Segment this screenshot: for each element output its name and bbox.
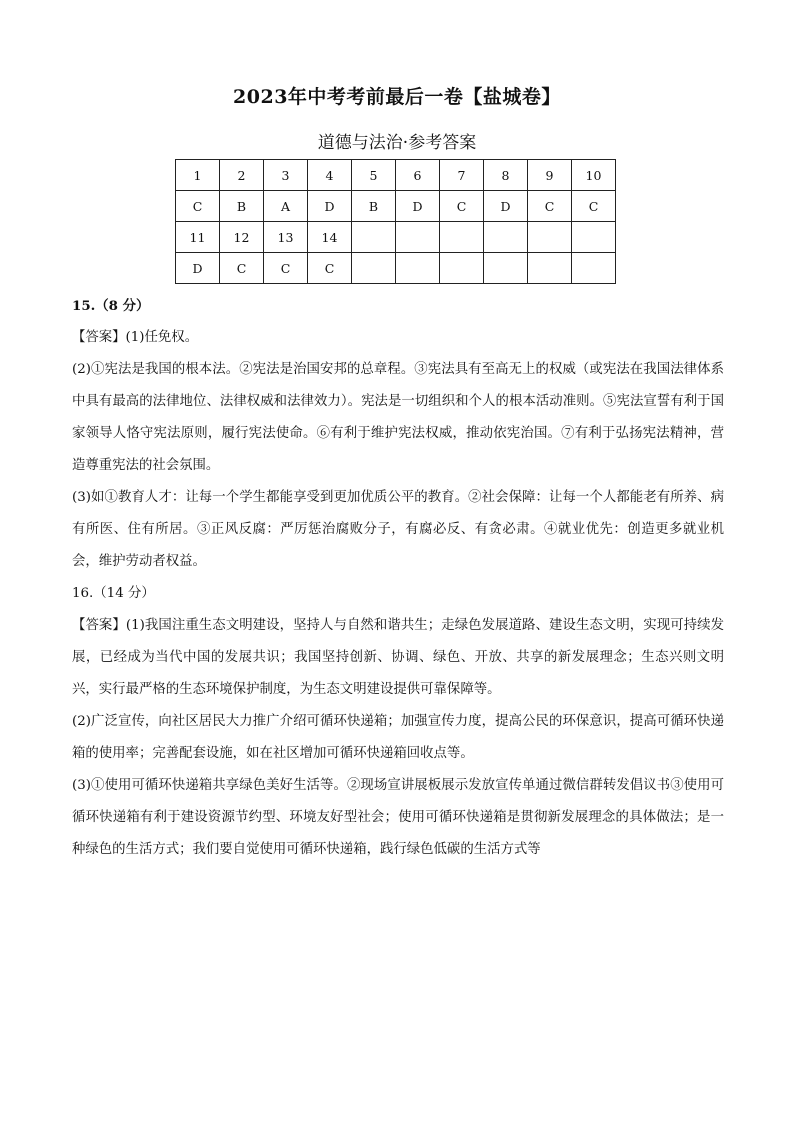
table-cell: 8 bbox=[484, 160, 528, 191]
table-row bbox=[176, 253, 616, 284]
table-cell: B bbox=[352, 191, 396, 222]
table-cell bbox=[528, 253, 572, 284]
table-cell: 11 bbox=[176, 222, 220, 253]
table-cell: C bbox=[528, 191, 572, 222]
table-cell: 10 bbox=[572, 160, 616, 191]
table-cell: D bbox=[484, 191, 528, 222]
table-cell: 5 bbox=[352, 160, 396, 191]
answer-paragraph: (2)广泛宣传，向社区居民大力推广介绍可循环快递箱；加强宣传力度，提高公民的环保意识，提高可循环快递箱的使用率；完善配套设施，如在社区增加可循环快递箱回收点等。 bbox=[72, 714, 724, 761]
table-cell bbox=[572, 253, 616, 284]
table-cell bbox=[440, 253, 484, 284]
table-cell: C bbox=[176, 191, 220, 222]
answer-paragraph: (2)①宪法是我国的根本法。②宪法是治国安邦的总章程。③宪法具有至高无上的权威（或宪法在我国法律体系中具有最高的法律地位、法律权威和法律效力）。宪法是一切组织和个人的根本活动准则。⑤宪法宣誓有利于国家领导人恪守宪法原则，履行宪法使命。⑥有利于维护宪法权威，推动依宪治国。⑦有利于弘扬宪法精神，营造尊重宪法的社会氛围。 bbox=[72, 362, 724, 473]
question-heading: 15.（8 分） bbox=[72, 298, 150, 314]
table-cell bbox=[528, 222, 572, 253]
table-cell: C bbox=[572, 191, 616, 222]
answer-paragraph: 【答案】(1)任免权。 bbox=[72, 330, 199, 345]
table-cell: C bbox=[220, 253, 264, 284]
table-cell: 7 bbox=[440, 160, 484, 191]
table-cell bbox=[484, 253, 528, 284]
table-cell bbox=[352, 222, 396, 253]
table-cell: C bbox=[308, 253, 352, 284]
table-cell bbox=[396, 222, 440, 253]
table-cell: C bbox=[264, 253, 308, 284]
answer-paragraph: (3)①使用可循环快递箱共享绿色美好生活等。②现场宣讲展板展示发放宣传单通过微信群转发倡议书③使用可循环快递箱有利于建设资源节约型、环境友好型社会；使用可循环快递箱是贯彻新发展理念的具体做法；是一种绿色的生活方式；我们要自觉使用可循环快递箱，践行绿色低碳的生活方式等 bbox=[72, 778, 724, 857]
page-title: 2023年中考考前最后一卷【盐城卷】 bbox=[233, 86, 561, 108]
table-cell bbox=[484, 222, 528, 253]
table-row bbox=[176, 160, 616, 191]
table-cell: 14 bbox=[308, 222, 352, 253]
table-cell: 3 bbox=[264, 160, 308, 191]
table-cell: 6 bbox=[396, 160, 440, 191]
table-cell bbox=[440, 222, 484, 253]
table-cell: 9 bbox=[528, 160, 572, 191]
answer-content bbox=[72, 290, 724, 866]
answer-paragraph: 【答案】(1)我国注重生态文明建设，坚持人与自然和谐共生；走绿色发展道路、建设生态文明，实现可持续发展，已经成为当代中国的发展共识；我国坚持创新、协调、绿色、开放、共享的新发展理念；生态兴则文明兴，实行最严格的生态环境保护制度，为生态文明建设提供可靠保障等。 bbox=[72, 618, 724, 697]
page-subtitle: 道德与法治·参考答案 bbox=[317, 133, 477, 153]
table-cell: 13 bbox=[264, 222, 308, 253]
table-cell: 2 bbox=[220, 160, 264, 191]
answer-paragraph: (3)如①教育人才：让每一个学生都能享受到更加优质公平的教育。②社会保障：让每一个人都能老有所养、病有所医、住有所居。③正风反腐：严厉惩治腐败分子，有腐必反、有贪必肃。④就业优先：创造更多就业机会，维护劳动者权益。 bbox=[72, 490, 724, 569]
table-cell: 1 bbox=[176, 160, 220, 191]
table-cell bbox=[352, 253, 396, 284]
table-row bbox=[176, 191, 616, 222]
table-cell: A bbox=[264, 191, 308, 222]
table-row bbox=[176, 222, 616, 253]
question-heading: 16.（14 分） bbox=[72, 586, 155, 601]
answer-table bbox=[175, 159, 616, 284]
table-cell: D bbox=[176, 253, 220, 284]
table-cell: D bbox=[308, 191, 352, 222]
table-cell: D bbox=[396, 191, 440, 222]
table-cell: B bbox=[220, 191, 264, 222]
table-cell: 4 bbox=[308, 160, 352, 191]
table-cell: 12 bbox=[220, 222, 264, 253]
table-cell: C bbox=[440, 191, 484, 222]
table-cell bbox=[396, 253, 440, 284]
table-cell bbox=[572, 222, 616, 253]
